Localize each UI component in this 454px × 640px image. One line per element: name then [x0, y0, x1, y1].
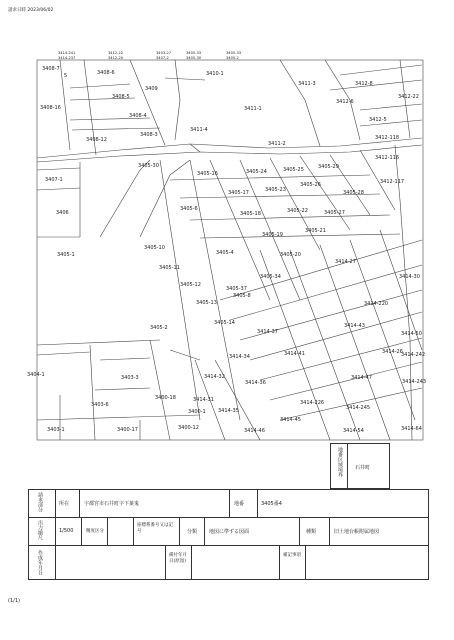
legend-entry: 3405-33 3405-2: [226, 51, 242, 60]
parcel-number: 3405-1: [57, 252, 75, 258]
supplement-label: 補記事項: [283, 553, 301, 558]
info-form: [28, 489, 429, 580]
parcel-number: 3400-1: [188, 409, 206, 415]
location-label: 所在: [59, 501, 70, 507]
parcel-number: 3405-6: [180, 206, 198, 212]
parcel-number: 3414-50: [401, 331, 422, 337]
parcel-number: 3414-220: [364, 301, 389, 307]
parcel-number: 3408-12: [86, 137, 107, 143]
parcel-number: 3400-18: [155, 395, 176, 401]
legend-entry: 3414-241 3414-237: [58, 51, 76, 60]
parcel-number: 3414-36: [245, 380, 266, 386]
parcel-number: 3414-30: [399, 274, 420, 280]
type-value: 旧土地台帳附属地図: [334, 529, 380, 535]
parcel-number: 3400-12: [178, 425, 199, 431]
parcel-number: 3411-3: [298, 81, 316, 87]
parcel-number: 3412-22: [398, 94, 419, 100]
request-label: 請求部分: [37, 492, 43, 512]
parcel-number: 3411-2: [268, 141, 286, 147]
parcel-number: 3408-5: [112, 94, 130, 100]
parcel-number: 3403-1: [47, 427, 65, 433]
category-label: 分類: [187, 529, 198, 535]
parcel-number: 3414-45: [280, 417, 301, 423]
parcel-number: 3404-1: [27, 372, 45, 378]
parcel-number: 3407-1: [45, 177, 63, 183]
parcel-number: 3414-47: [351, 375, 372, 381]
parcel-number: 3414-46: [244, 428, 265, 434]
parcel-number: 3408-7: [42, 66, 60, 72]
parcel-number: 3414-37: [257, 329, 278, 335]
created-label: 作成年月日: [37, 550, 43, 575]
parcel-number: 3414-245: [346, 405, 371, 411]
parcel-number: 3405-18: [240, 211, 261, 217]
parcel-number: 3411-1: [244, 106, 262, 112]
parcel-number: 3414-43: [344, 323, 365, 329]
parcel-number: 3414-64: [401, 426, 422, 432]
parcel-number: 3410-1: [206, 71, 224, 77]
parcel-number: 3405-26: [300, 182, 321, 188]
parcel-number: 3405-21: [305, 228, 326, 234]
parcel-number: 3414-34: [229, 354, 250, 360]
parcel-number: 3405-23: [265, 187, 286, 193]
parcel-number: 3414-31: [193, 397, 214, 403]
parcel-number: 3414-54: [343, 428, 364, 434]
parcel-number: 3405-20: [280, 252, 301, 258]
parcel-number: 3412-5: [369, 117, 387, 123]
parcel-number: 3414-27: [335, 259, 356, 265]
parcel-number: 3405-11: [159, 265, 180, 271]
parcel-number: 3405-4: [216, 250, 234, 256]
parcel-number: 3414-41: [284, 351, 305, 357]
parcel-number: 3412-116: [375, 155, 400, 161]
parcel-number: 3412-6: [336, 99, 354, 105]
parcel-number: 3405-12: [180, 282, 201, 288]
parcel-number: 3400-17: [117, 427, 138, 433]
parcel-number: 3405-17: [228, 190, 249, 196]
legend-entry: 3412-22 3412-20: [108, 51, 124, 60]
legend-entry: 3403-27 3407-2: [156, 51, 172, 60]
parcel-number: 3412-118: [375, 135, 400, 141]
parcel-number: 3414-243: [402, 379, 427, 385]
boundary-stamp: [330, 443, 390, 489]
legend-entry: 3405-33 3405-30: [186, 51, 202, 60]
parcel-number: 3405-14: [214, 320, 235, 326]
parcel-number: 3408-6: [97, 70, 115, 76]
stamp-vertical-text: 地番区域境界: [337, 447, 343, 477]
scale-label: 出力縮尺: [37, 520, 43, 540]
parcel-number: 3405-19: [262, 232, 283, 238]
parcel-number: 3405-13: [196, 300, 217, 306]
filed-label: 備付年月日(原図): [169, 553, 187, 564]
parcel-number: 3408-16: [40, 105, 61, 111]
parcel-number: 3405-2: [150, 325, 168, 331]
scale-value: 1/500: [59, 528, 74, 534]
parcel-number: 3403-6: [91, 402, 109, 408]
parcel-number: 3405-28: [343, 190, 364, 196]
parcel-number: 3405-10: [144, 245, 165, 251]
parcel-number: 3405-16: [197, 171, 218, 177]
parcel-number: 3403-3: [121, 375, 139, 381]
parcel-number: 3412-8: [355, 81, 373, 87]
parcel-number: 3414-35: [218, 408, 239, 414]
parcel-number: 3414-26: [382, 349, 403, 355]
type-label: 種類: [306, 529, 317, 535]
parcel-number: 3405-34: [260, 274, 281, 280]
stamp-town-name: 石井町: [355, 465, 371, 471]
parcel-number: 3405-25: [283, 167, 304, 173]
parcel-number: 3405-24: [246, 169, 267, 175]
parcel-number: 3405-30: [138, 163, 159, 169]
category-value: 地図に準ずる図面: [209, 529, 250, 535]
parcel-number: 3408-3: [140, 132, 158, 138]
parcel-number: 3405-22: [287, 208, 308, 214]
parcel-number: 3409: [145, 86, 158, 92]
issued-date: 請求日時 2023/06/02: [8, 8, 54, 13]
parcel-number: 5: [64, 73, 68, 79]
parcel-number: 3414-32: [204, 374, 225, 380]
parcel-number: 3405-27: [324, 210, 345, 216]
parcel-number: 3414-242: [401, 352, 426, 358]
parcel-number: 3405-29: [318, 164, 339, 170]
lot-value: 3405番4: [261, 501, 282, 507]
parcel-number: 3406: [56, 210, 69, 216]
parcel-number: 3405-8: [233, 293, 251, 299]
parcel-number: 3405-37: [226, 286, 247, 292]
coord-label: 座標系番号又は記号: [137, 523, 173, 534]
lot-label: 地番: [234, 501, 245, 507]
parcel-number: 3411-4: [190, 127, 208, 133]
parcel-number: 3414-226: [300, 400, 325, 406]
precision-label: 精度区分: [86, 529, 104, 534]
parcel-number: 3412-117: [380, 179, 405, 185]
page-number: (1/1): [8, 598, 20, 604]
location-value: 宇都宮市石井町字下菓鬼: [84, 501, 140, 507]
parcel-number: 3408-4: [129, 113, 147, 119]
